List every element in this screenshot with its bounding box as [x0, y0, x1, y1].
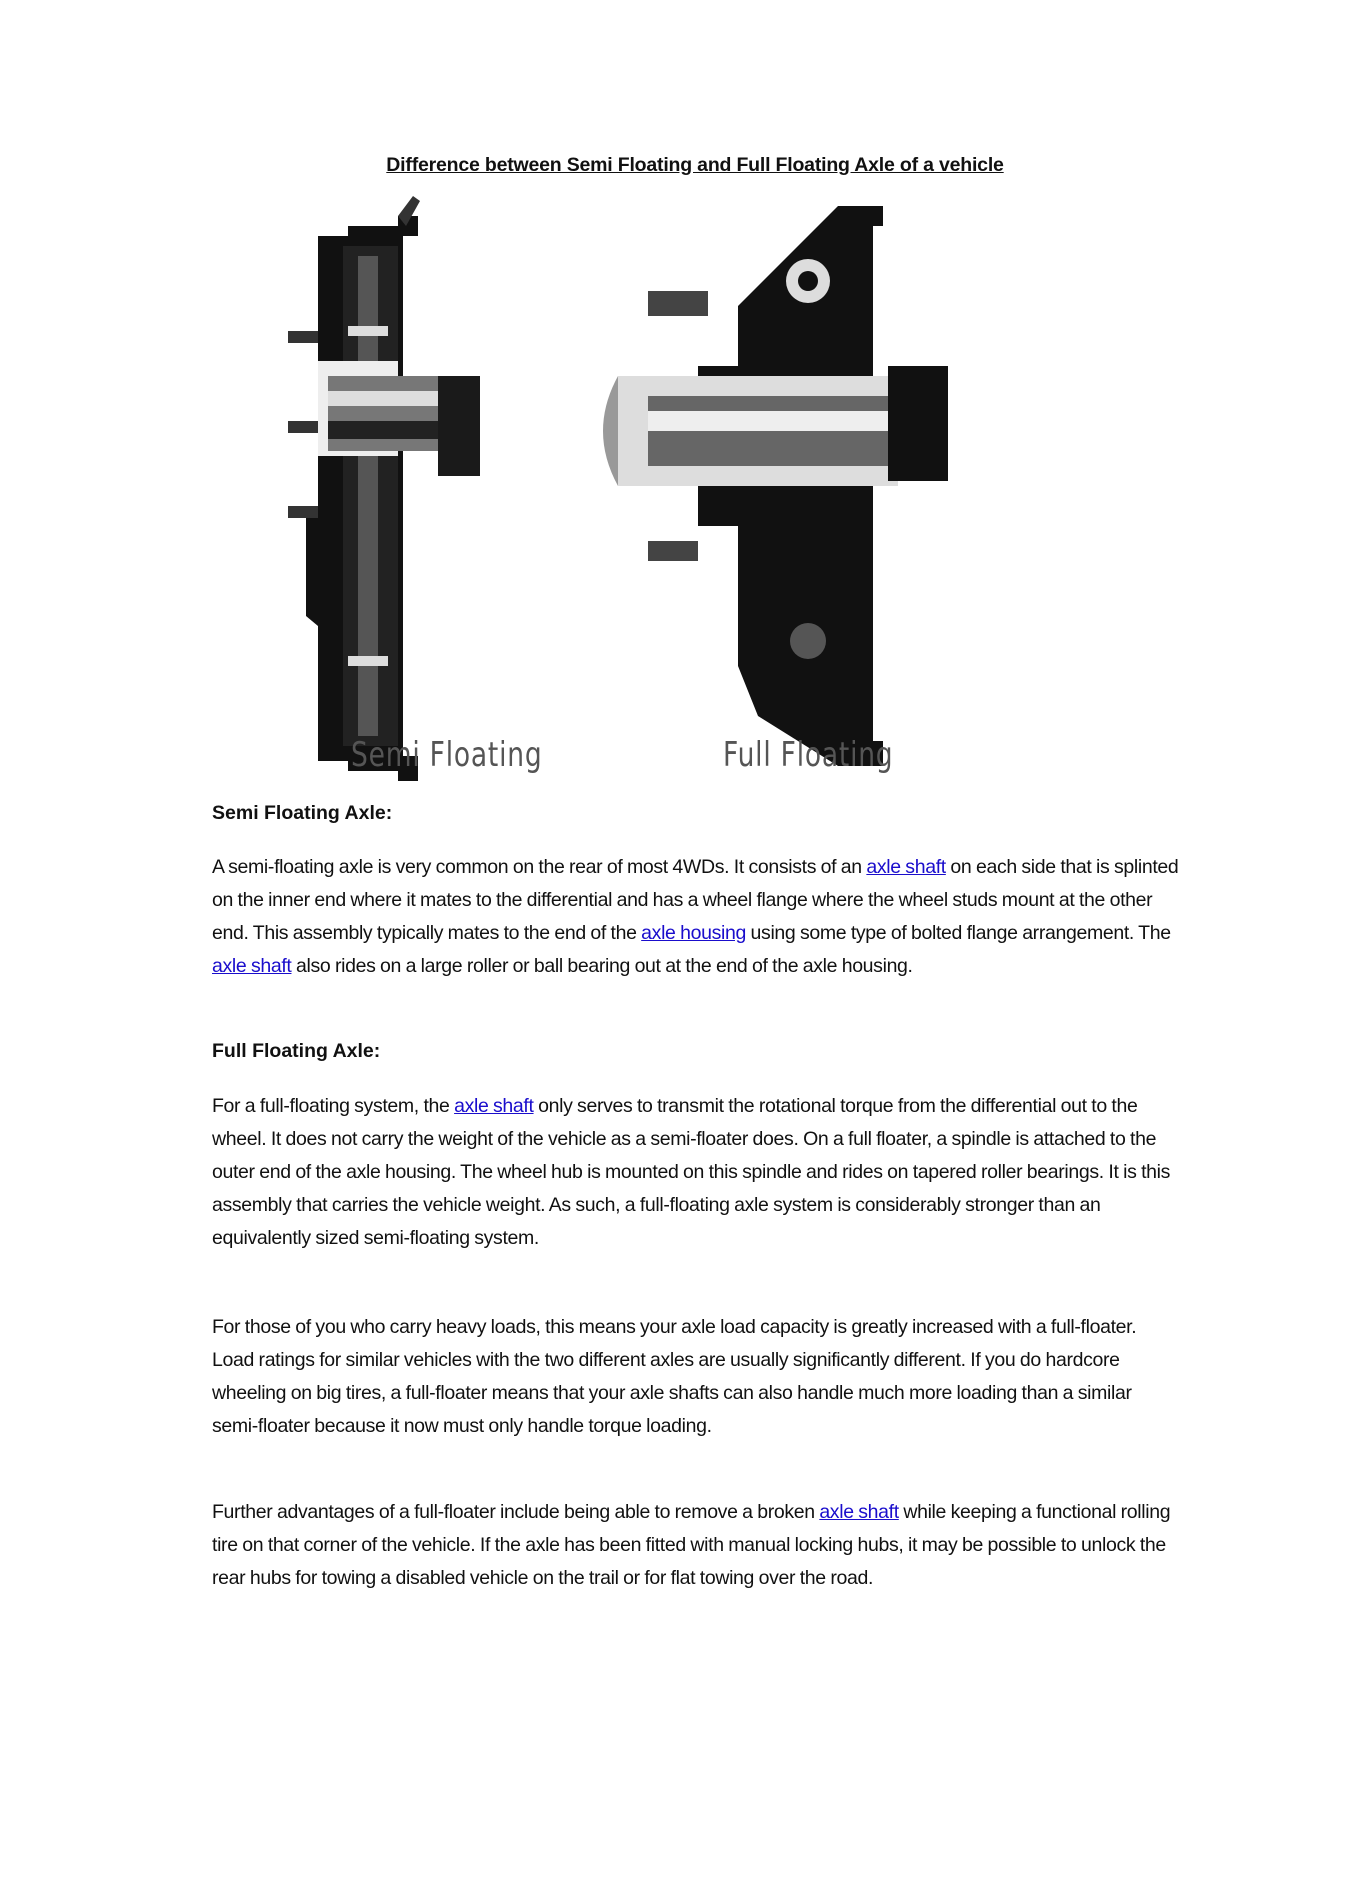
paragraph-full-floating-2: For those of you who carry heavy loads, this means your axle load capacity is greatly increased with a full-floater. Load ratings for similar vehicles with the two different axles are usually significantly different. If you do hardcore wheeling on big tires, a full-floater means that your axle shafts can also handle much more loading than a similar semi-floater because it now must only handle torque loading.: [212, 1316, 1137, 1437]
semi-floating-diagram: [288, 196, 480, 781]
full-floating-caption: Full Floating: [723, 735, 894, 775]
paragraph-full-floating-3: Further advantages of a full-floater include being able to remove a broken axle shaft while keeping a functional rolling tire on that corner of the vehicle. If the axle has been fitted with manual locking hubs, it may be possible to unlock the rear hubs for towing a disabled vehicle on the trail or for flat towing over the road.: [212, 1501, 1171, 1589]
section-heading-full-floating: Full Floating Axle:: [212, 1040, 381, 1062]
full-floating-diagram: [603, 206, 948, 766]
axle-comparison-figure: [288, 196, 1138, 796]
link-axle-housing[interactable]: axle housing: [641, 922, 746, 944]
paragraph-full-floating-1: For a full-floating system, the axle shaft only serves to transmit the rotational torque from the differential out to the wheel. It does not carry the weight of the vehicle as a semi-floater does. On a full floater, a spindle is attached to the outer end of the axle housing. The wheel hub is mounted on this spindle and rides on tapered roller bearings. It is this assembly that carries the vehicle weight. As such, a full-floating axle system is considerably stronger than an equivalently sized semi-floating system.: [212, 1095, 1171, 1249]
semi-floating-caption: Semi Floating: [351, 735, 543, 775]
link-axle-shaft[interactable]: axle shaft: [819, 1501, 899, 1523]
link-axle-shaft[interactable]: axle shaft: [212, 955, 292, 977]
axle-cutaway-illustration: [288, 196, 1138, 796]
link-axle-shaft[interactable]: axle shaft: [866, 856, 946, 878]
section-heading-semi-floating: Semi Floating Axle:: [212, 802, 393, 824]
page-title: Difference between Semi Floating and Full Floating Axle of a vehicle: [386, 154, 1004, 176]
paragraph-semi-floating: A semi-floating axle is very common on the rear of most 4WDs. It consists of an axle shaft on each side that is splinted on the inner end where it mates to the differential and has a wheel flange where the wheel studs mount at the other end. This assembly typically mates to the end of the axle housing using some type of bolted flange arrangement. The axle shaft also rides on a large roller or ball bearing out at the end of the axle housing.: [212, 856, 1179, 977]
link-axle-shaft[interactable]: axle shaft: [454, 1095, 534, 1117]
